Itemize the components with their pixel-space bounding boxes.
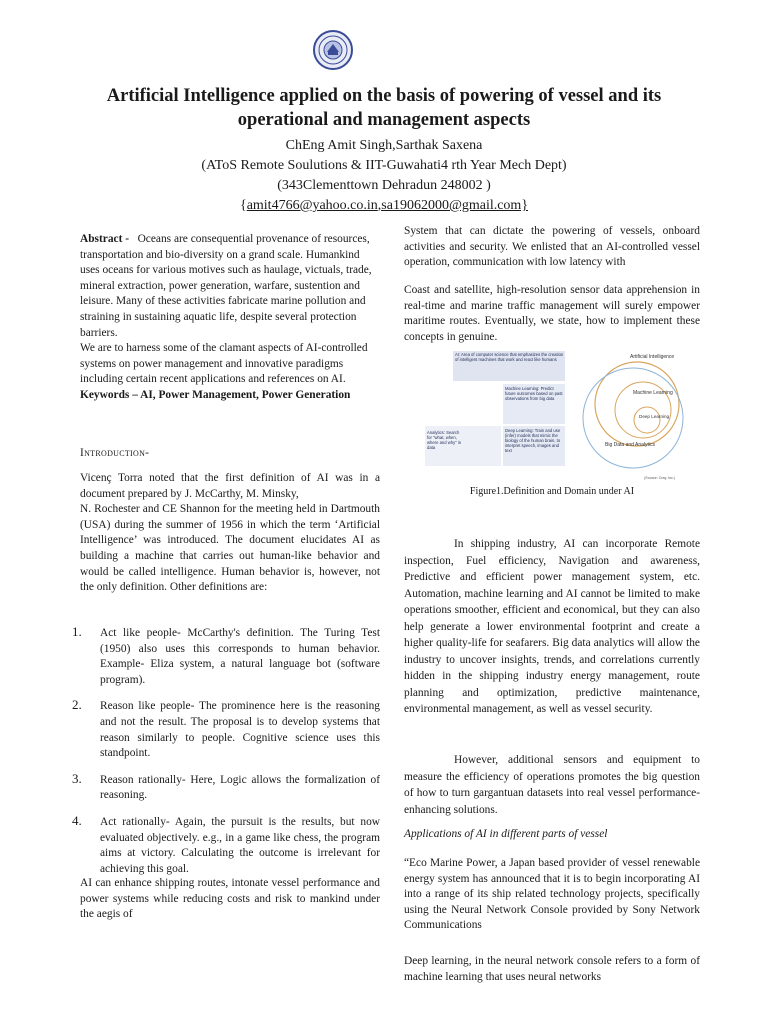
list-item: 1. Act like people- McCarthy's definition. The Turing Test (1950) also uses this corresponds to human behavior. Example- Eliza system, a natural language bot (software program). — [72, 624, 380, 686]
label-dl: Deep Learning — [639, 414, 670, 419]
label-ai: Artificial Intelligence — [630, 354, 675, 360]
keywords: Keywords – AI, Power Management, Power Generation — [80, 388, 351, 401]
figure-source: (Source: Cray, Inc.) — [644, 476, 675, 480]
label-ml: Machine Learning — [633, 390, 673, 396]
label-big-data: Big Data and Analytics — [605, 442, 656, 448]
intro-section — [80, 471, 380, 596]
ai-domain-figure: AI: Area of computer science that emphasizes the creation of intelligent machines that work and react like humans Machine Learning: Predict future outcomes based on past observations from big data Analytics: Search for "what, when, where and why" in data Deep Learning: Train and use (infer) models that mimic the biology of the human brain, to interpret speech, images and text Artificial Intelligence Machine Learning Deep Learning Big Data and Analytics (Source: Cray, Inc.) — [405, 348, 703, 482]
email-brace: { — [239, 198, 247, 213]
email-link-2[interactable]: ,sa19062000@gmail.com} — [377, 198, 529, 213]
institute-seal-logo — [313, 30, 353, 70]
intro-paragraph-2: N. Rochester and CE Shannon for the meeting held in Dartmouth (USA) during the summer of 1956 in which the term ‘Artificial Intelligence’ was introduced. The document elucidates AI as building a machine that carries out human-like behavior and would be called intelligence. Human behavior is, however, not the only definition. Other definitions are: — [80, 503, 380, 594]
paper-title: Artificial Intelligence applied on the basis of powering of vessel and its operational and management aspects — [106, 86, 662, 130]
author-block — [60, 136, 708, 216]
closing-paragraph: AI can enhance shipping routes, intonate vessel performance and power systems while reducing costs and risk to mankind under the aegis of — [80, 877, 380, 921]
right-paragraph-3: In shipping industry, AI can incorporate Remote inspection, Fuel efficiency, Navigation and awareness, Predictive and efficient power management system, etc. Automation, machine learning and AI cannot be limited to make operations smoother, efficient and economical, but they can also help generate a lower environmental footprint and create a higher quality-life for seafarers. Big data analytics will allow the industry to uncover insights, trends, and correlations currently hidden in the shipping industry energy management, route planning and optimization, predictive maintenance, environmental management, as well as vessel security. — [404, 538, 700, 715]
list-item: 2. Reason like people- The prominence here is the reasoning and not the result. The proposal is to develop systems that reason similarly to people. Cognitive science uses this standpoint. — [72, 697, 380, 760]
applications-subheading: Applications of AI in different parts of vessel — [404, 828, 608, 840]
intro-heading: Introduction- — [80, 447, 150, 459]
right-paragraph-4: However, additional sensors and equipment to measure the efficiency of operations promotes the big question of how to turn gargantuan datasets into real vessel performance-enhancing solutions. — [404, 754, 700, 816]
abstract-label: Abstract - — [80, 233, 130, 245]
author-address: (343Clementtown Dehradun 248002 ) — [277, 178, 491, 193]
list-item: 3. Reason rationally- Here, Logic allows the formalization of reasoning. — [72, 770, 380, 802]
abstract-text: Oceans are consequential provenance of resources, transportation and bio-diversity on a grand scale. Humankind uses oceans for various motives such as haulage, victuals, trade, mineral extraction, power generation, warfare, sustention and leisure. Many of these activities fabricate marine pollution and straining in sustaining aquatic life, despite several protection barriers. — [80, 233, 372, 339]
abstract-section — [80, 232, 380, 404]
email-link-1[interactable]: amit4766@yahoo.co.in — [246, 198, 378, 213]
list-item: 4. Act rationally- Again, the pursuit is the results, but now evaluated objectively. e.g., in a game like chess, the program aims at victory. Calculating the outcome is irrelevant for achieving this goal. — [72, 812, 380, 875]
abstract-text-2: We are to harness some of the clamant aspects of AI-controlled systems on power management and innovative paradigms including certain recent applications and references on AI. — [80, 342, 368, 386]
right-paragraph-5: “Eco Marine Power, a Japan based provider of vessel renewable energy system has announced that it is to begin incorporating AI into a range of its ship related technology projects, specifically using the Neural Network Console provided by Sony Network Communications — [404, 857, 700, 932]
figure-caption: Figure1.Definition and Domain under AI — [469, 486, 635, 497]
right-paragraph-2: Coast and satellite, high-resolution sensor data apprehension in real-time and marine traffic management will surely empower maritime routes. Eventually, we state, how to implement these concepts in genuine. — [404, 284, 700, 343]
right-paragraph-6: Deep learning, in the neural network console refers to a form of machine learning that uses neural networks — [404, 955, 700, 983]
right-paragraph-1: System that can dictate the powering of vessels, onboard activities and security. We enlisted that an AI-controlled vessel operation, communication with low latency with — [404, 225, 700, 269]
definition-list — [72, 624, 380, 877]
author-names: ChEng Amit Singh,Sarthak Saxena — [285, 138, 483, 153]
author-affiliation: (AToS Remote Soulutions & IIT-Guwahati4 rth Year Mech Dept) — [201, 158, 567, 173]
author-emails — [60, 196, 708, 216]
intro-paragraph-1: Vicenç Torra noted that the first definition of AI was in a document prepared by J. McCarthy, M. Minsky, — [80, 472, 380, 500]
